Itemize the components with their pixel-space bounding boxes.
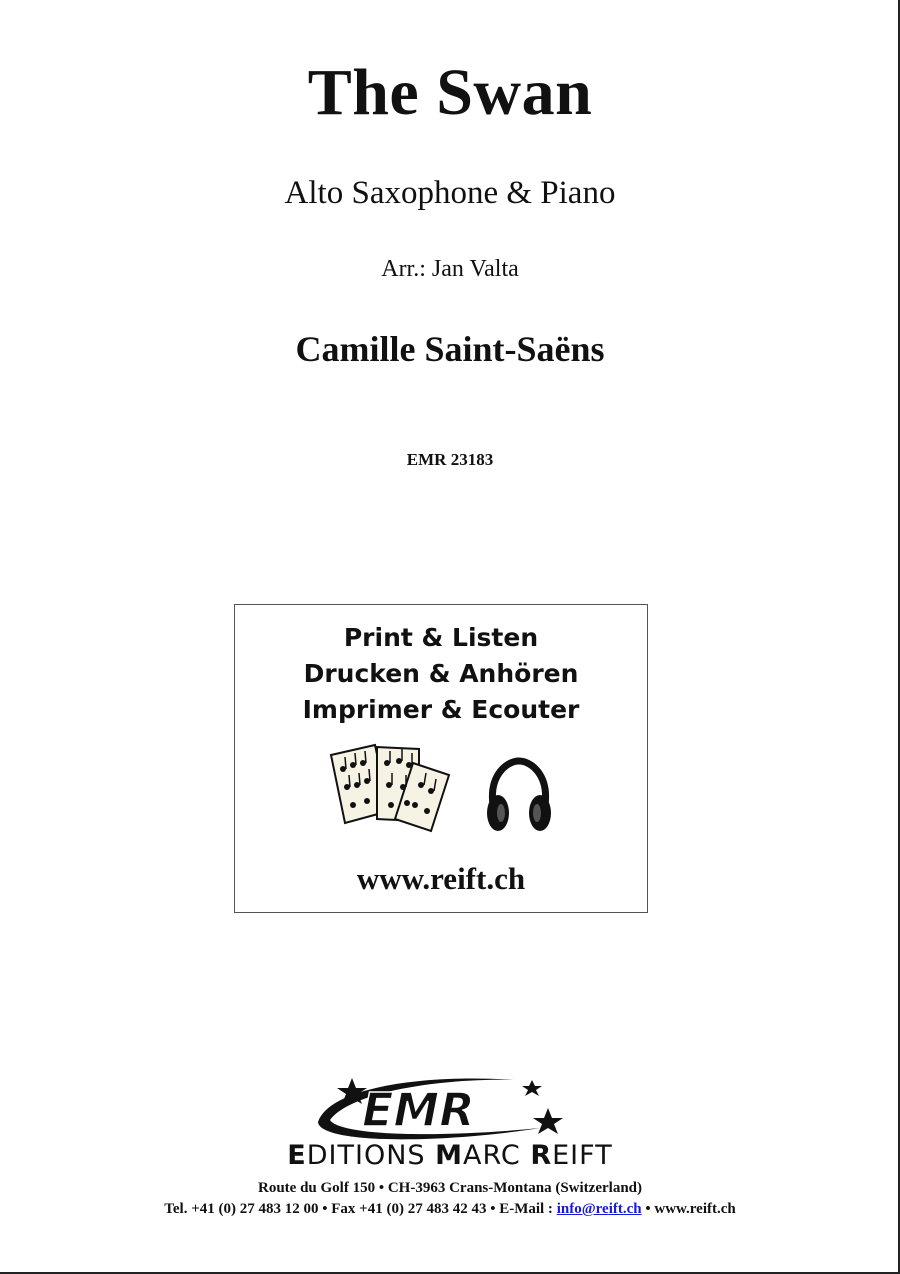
promo-line-german: Drucken & Anhören xyxy=(303,659,579,688)
publisher-contact xyxy=(0,1201,900,1218)
promo-website-link[interactable]: www.reift.ch xyxy=(356,861,526,896)
publisher-initial-r: R xyxy=(530,1140,553,1171)
contact-website: • www.reift.ch xyxy=(641,1201,736,1217)
publisher-name xyxy=(0,1140,900,1171)
publisher-word-marc: ARC xyxy=(463,1140,531,1171)
promo-line-french: Imprimer & Ecouter xyxy=(302,695,580,724)
instrumentation: Alto Saxophone & Piano xyxy=(284,175,616,211)
print-listen-box xyxy=(234,604,648,913)
publisher-address: Route du Golf 150 • CH-3963 Crans-Montana (Switzerland) xyxy=(258,1180,642,1196)
catalog-number: EMR 23183 xyxy=(406,450,494,469)
publisher-word-reift: EIFT xyxy=(552,1140,613,1171)
contact-phone-fax: Tel. +41 (0) 27 483 12 00 • Fax +41 (0) 27 483 42 43 • E-Mail : xyxy=(164,1201,557,1217)
headphones-icon xyxy=(485,757,553,835)
emr-logo xyxy=(300,1072,580,1150)
sheet-music-icon xyxy=(327,741,453,833)
promo-line-english: Print & Listen xyxy=(343,623,539,652)
arranger-credit: Arr.: Jan Valta xyxy=(381,256,519,282)
publisher-word-editions: DITIONS xyxy=(306,1140,436,1171)
publisher-initial-e: E xyxy=(287,1140,307,1171)
email-link[interactable]: info@reift.ch xyxy=(556,1201,642,1217)
composer-name: Camille Saint-Saëns xyxy=(295,329,605,369)
score-title: The Swan xyxy=(307,56,593,129)
logo-lettering: EMR xyxy=(362,1083,475,1137)
publisher-initial-m: M xyxy=(435,1140,463,1171)
